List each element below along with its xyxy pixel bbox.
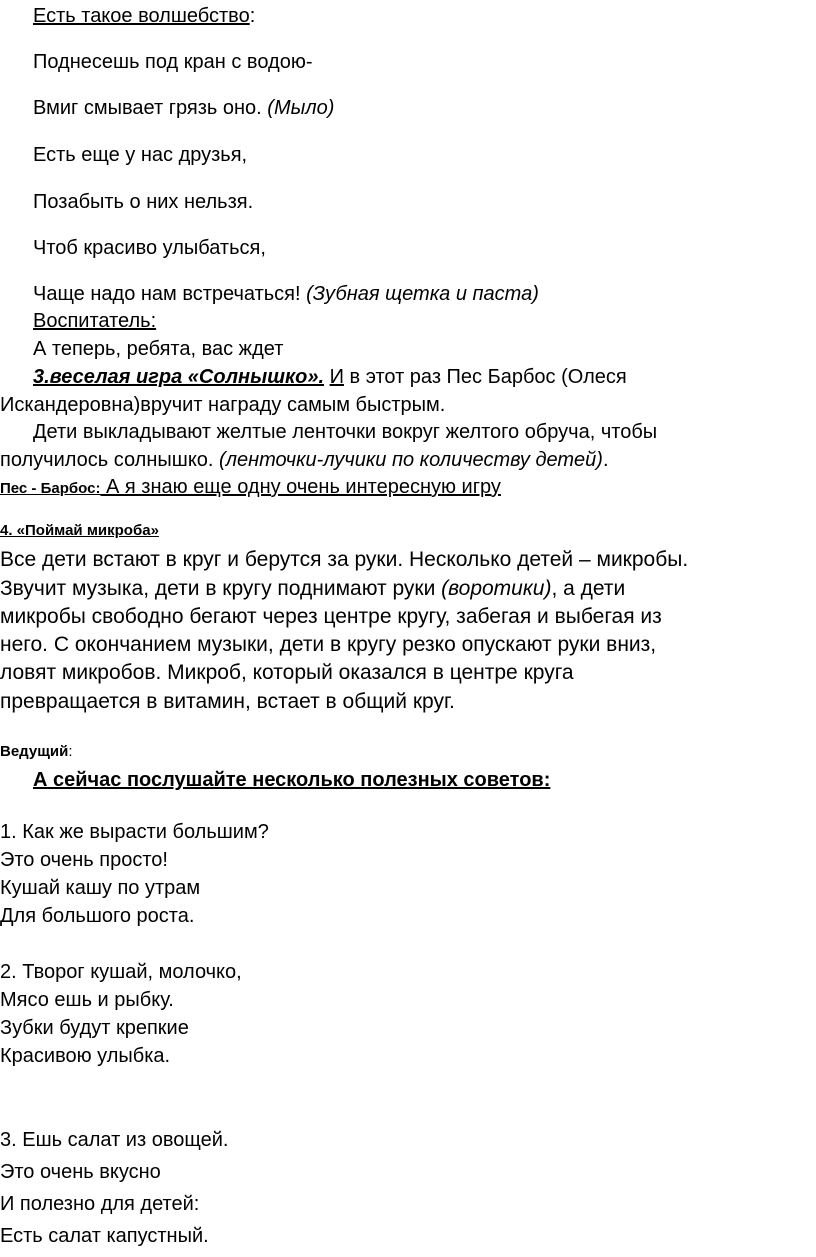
game4-p2-text: Звучит музыка, дети в кругу поднимают руки bbox=[0, 577, 442, 600]
advice1-line4: Для большого роста. bbox=[0, 905, 195, 927]
game4-p5: ловят микробов. Микроб, который оказался в центре круга bbox=[0, 661, 574, 684]
host-colon: : bbox=[68, 743, 73, 760]
riddle1-intro-text: Есть такое волшебство bbox=[33, 5, 250, 27]
riddle1-colon: : bbox=[249, 5, 256, 27]
game3-desc-text: получилось солнышко. bbox=[0, 449, 220, 471]
game3-i-letter: И bbox=[329, 366, 344, 388]
riddle2-line1: Есть еще у нас друзья, bbox=[33, 144, 248, 166]
advice1-line2: Это очень просто! bbox=[0, 849, 168, 871]
riddle1-line2: Поднесешь под кран с водою- bbox=[33, 51, 313, 73]
game3-title: 3.веселая игра «Солнышко». bbox=[33, 366, 325, 388]
advice2-line4: Красивою улыбка. bbox=[0, 1045, 171, 1067]
game3-desc-note: (ленточки-лучики по количеству детей) bbox=[219, 449, 603, 471]
dog-label: Пес - Барбос: bbox=[0, 480, 101, 497]
game4-p2 bbox=[0, 576, 625, 602]
game3-desc-end: . bbox=[602, 449, 609, 471]
advice1-line3: Кушай кашу по утрам bbox=[0, 877, 201, 899]
advice3-line3: И полезно для детей: bbox=[0, 1193, 200, 1215]
riddle1-answer: (Мыло) bbox=[267, 97, 335, 119]
game4-p6: превращается в витамин, встает в общий круг. bbox=[0, 690, 455, 713]
advice2-line3: Зубки будут крепкие bbox=[0, 1017, 189, 1039]
advice1-line1: 1. Как же вырасти большим? bbox=[0, 821, 269, 843]
riddle2-line4 bbox=[33, 282, 539, 306]
game3-text1-line2: Искандеровна)вручит награду самым быстрым. bbox=[0, 394, 446, 416]
riddle2-line3: Чтоб красиво улыбаться, bbox=[33, 237, 266, 259]
game4-p1: Все дети встают в круг и берутся за руки. Несколько детей – микробы. bbox=[0, 548, 689, 571]
game4-p2-end: , а дети bbox=[551, 577, 626, 600]
riddle2-answer: (Зубная щетка и паста) bbox=[306, 283, 539, 305]
advice3-line4: Есть салат капустный. bbox=[0, 1225, 209, 1247]
dog-line bbox=[0, 475, 501, 501]
riddle2-line4-text: Чаще надо нам встречаться! bbox=[33, 283, 307, 305]
game3-title-line bbox=[33, 365, 627, 389]
host-name: Ведущий bbox=[0, 743, 69, 760]
advice-heading: А сейчас послушайте несколько полезных советов: bbox=[33, 769, 551, 791]
game4-p3: микробы свободно бегают через центре кругу, забегая и выбегая из bbox=[0, 605, 662, 628]
game4-p4: него. С окончанием музыки, дети в кругу резко опускают руки вниз, bbox=[0, 633, 657, 656]
advice3-line1: 3. Ешь салат из овощей. bbox=[0, 1129, 229, 1151]
educator-label: Воспитатель: bbox=[33, 310, 157, 332]
advice2-line2: Мясо ешь и рыбку. bbox=[0, 989, 174, 1011]
game4-title: 4. «Поймай микроба» bbox=[0, 522, 159, 539]
game3-desc-line1: Дети выкладывают желтые ленточки вокруг желтого обруча, чтобы bbox=[33, 421, 658, 443]
riddle1-line3 bbox=[33, 96, 334, 120]
riddle1-intro bbox=[33, 4, 255, 28]
dog-text: А я знаю еще одну очень интересную игру bbox=[100, 476, 501, 498]
riddle1-line3-text: Вмиг смывает грязь оно. bbox=[33, 97, 268, 119]
advice3-line2: Это очень вкусно bbox=[0, 1161, 161, 1183]
host-label bbox=[0, 740, 73, 764]
advice2-line1: 2. Творог кушай, молочко, bbox=[0, 961, 242, 983]
riddle2-line2: Позабыть о них нельзя. bbox=[33, 191, 254, 213]
game3-desc-line2 bbox=[0, 448, 609, 472]
game4-p2-note: (воротики) bbox=[441, 577, 552, 600]
game3-intro: А теперь, ребята, вас ждет bbox=[33, 338, 284, 360]
game3-text1-rest: в этот раз Пес Барбос (Олеся bbox=[343, 366, 627, 388]
